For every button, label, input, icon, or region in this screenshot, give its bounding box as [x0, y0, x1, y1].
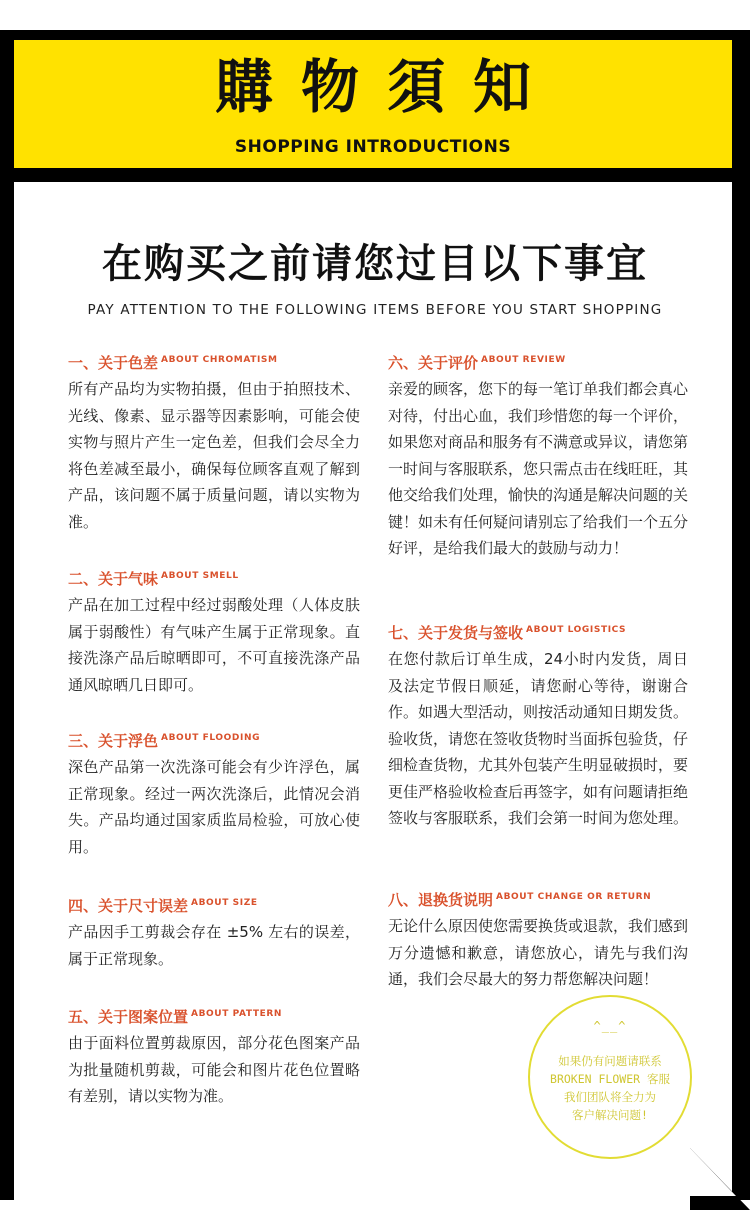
section-pattern	[68, 1002, 360, 1110]
section-title: 六、关于评价	[388, 354, 479, 372]
section-body: 在您付款后订单生成，24小时内发货，周日及法定节假日顺延，请您耐心等待，谢谢合作。如遇大型活动，则按活动通知日期发货。验收货，请您在签收货物时当面拆包验货，仔细检查货物，尤其外包装产生明显破损时，要更佳严格验收检查后再签字，如有问题请拒绝签收与客服联系，我们会第一时间为您处理。	[388, 650, 689, 827]
section-title: 二、关于气味	[68, 570, 159, 588]
section-body: 所有产品均为实物拍摄，但由于拍照技术、光线、像素、显示器等因素影响，可能会使实物与照片产生一定色差，但我们会尽全力将色差减至最小，确保每位顾客直观了解到产品，该问题不属于质量问题，请以实物为准。	[68, 380, 360, 531]
section-title: 一、关于色差	[68, 354, 159, 372]
section-title: 七、关于发货与签收	[388, 624, 524, 642]
page-headline: 在购买之前请您过目以下事宜	[102, 241, 648, 287]
stamp-line: 客户解决问题!	[572, 1108, 648, 1122]
stamp-line: 如果仍有问题请联系	[558, 1054, 662, 1068]
section-title-en: ABOUT LOGISTICS	[526, 625, 627, 635]
section-body: 产品在加工过程中经过弱酸处理（人体皮肤属于弱酸性）有气味产生属于正常现象。直接洗涤产品后晾晒即可，不可直接洗涤产品通风晾晒几日即可。	[68, 596, 360, 694]
section-size	[68, 891, 360, 972]
section-title: 四、关于尺寸误差	[68, 897, 189, 915]
section-title-en: ABOUT SMELL	[161, 571, 239, 581]
section-smell	[68, 564, 360, 698]
section-title-en: ABOUT CHANGE OR RETURN	[496, 892, 652, 902]
section-flooding	[68, 726, 360, 860]
section-review	[388, 348, 688, 562]
section-body: 由于面料位置剪裁原因，部分花色图案产品为批量随机剪裁，可能会和图片花色位置略有差别，请以实物为准。	[68, 1034, 360, 1105]
smile-face-icon: ^__^	[593, 1019, 627, 1033]
section-title-en: ABOUT PATTERN	[191, 1009, 283, 1019]
section-return	[388, 885, 688, 993]
section-body: 亲爱的顾客，您下的每一笔订单我们都会真心对待，付出心血，我们珍惜您的每一个评价，如果您对商品和服务有不满意或异议，请您第一时间与客服联系，您只需点击在线旺旺，其他交给我们处理，愉快的沟通是解决问题的关键！如未有任何疑问请别忘了给我们一个五分好评，是给我们最大的鼓励与动力！	[388, 380, 689, 557]
section-logistics	[388, 618, 688, 832]
banner-title: 購物須知	[214, 53, 559, 121]
section-title-en: ABOUT FLOODING	[161, 733, 261, 743]
section-title: 三、关于浮色	[68, 732, 159, 750]
section-body: 深色产品第一次洗涤可能会有少许浮色，属正常现象。经过一两次洗涤后，此情况会消失。产品均通过国家质监局检验，可放心使用。	[68, 758, 360, 856]
section-chromatism	[68, 348, 360, 535]
section-title-en: ABOUT REVIEW	[481, 355, 566, 365]
section-title: 八、退换货说明	[388, 891, 494, 909]
stamp-line: BROKEN FLOWER 客服	[550, 1072, 670, 1086]
section-title-en: ABOUT CHROMATISM	[161, 355, 278, 365]
section-title-en: ABOUT SIZE	[191, 898, 258, 908]
stamp-line: 我们团队将全力为	[564, 1090, 656, 1104]
contact-stamp	[528, 995, 692, 1159]
section-body: 无论什么原因使您需要换货或退款，我们感到万分遗憾和歉意，请您放心，请先与我们沟通，我们会尽最大的努力帮您解决问题！	[388, 917, 689, 988]
section-body: 产品因手工剪裁会存在 ±5% 左右的误差，属于正常现象。	[68, 923, 360, 968]
banner-subtitle: SHOPPING INTRODUCTIONS	[234, 137, 512, 157]
page-subheadline: PAY ATTENTION TO THE FOLLOWING ITEMS BEFORE YOU START SHOPPING	[87, 302, 663, 318]
section-title: 五、关于图案位置	[68, 1008, 189, 1026]
title-banner	[14, 40, 732, 168]
